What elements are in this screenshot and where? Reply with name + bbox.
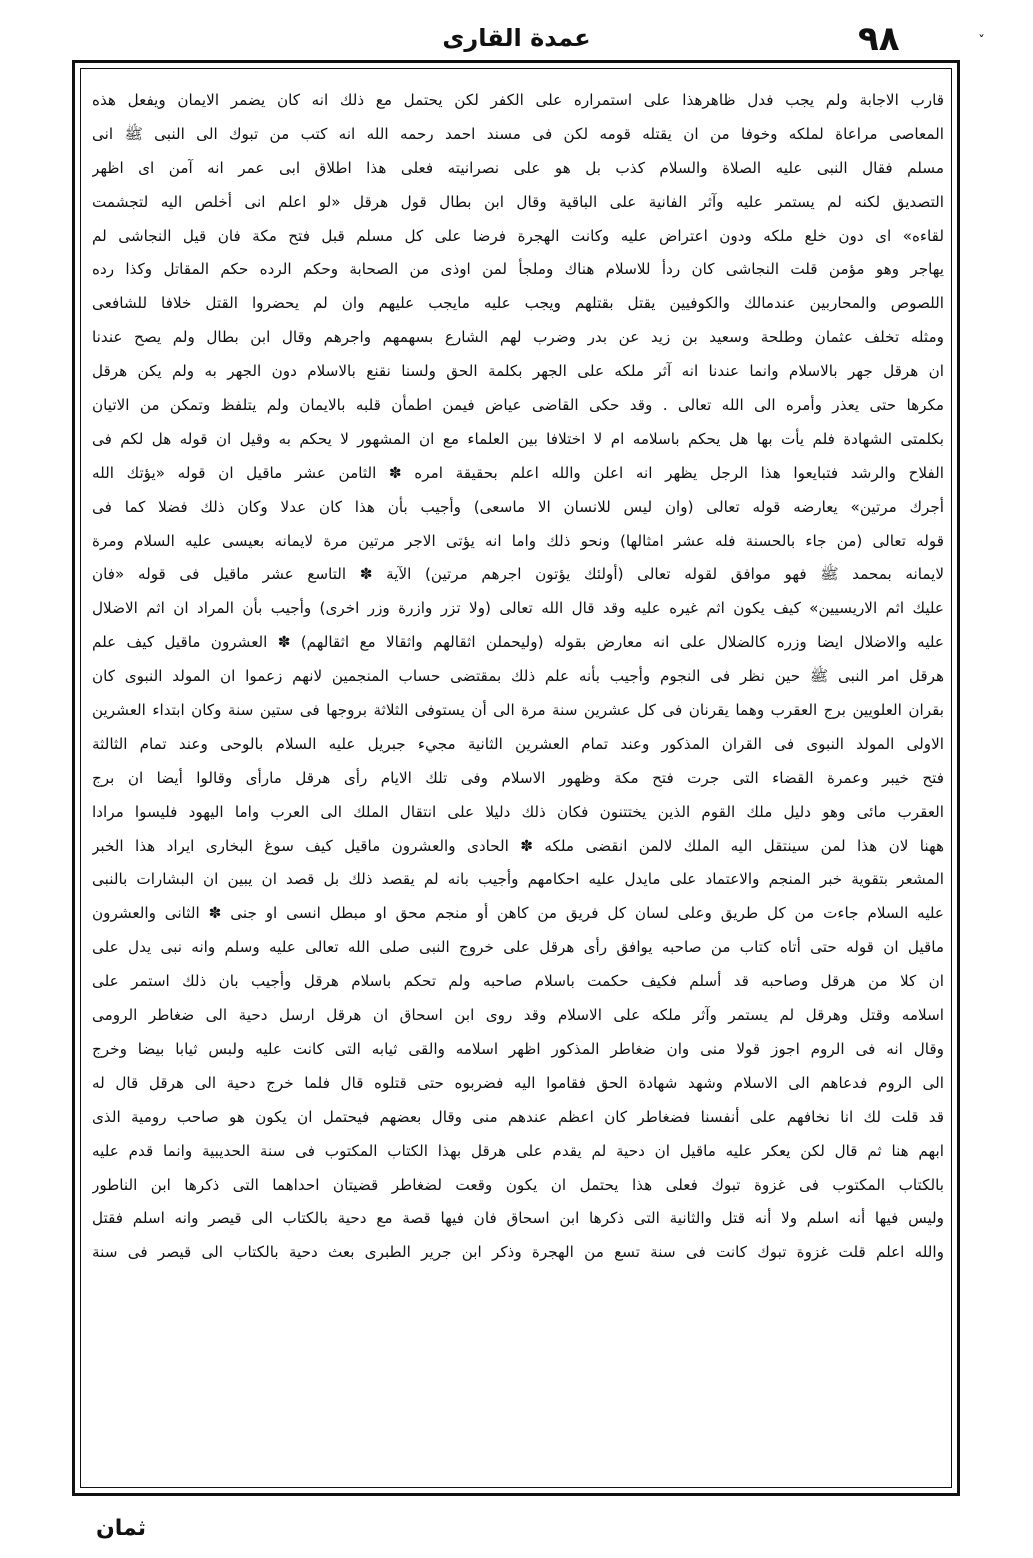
- main-text-body: [92, 84, 944, 1484]
- page-title: عمدة القاری: [442, 24, 591, 52]
- text-line: قارب الاجابة ولم يجب فدل ظاهرهذا على استمراره على الكفر لكن يحتمل مع ذلك انه كان يضمر الايمان ويفعل هذه: [92, 91, 944, 109]
- text-line: ماقيل ان قوله حتى أتاه كتاب من صاحبه يوافق رأى هرقل على خروج النبى صلى الله تعالى عليه وسلم وانه نبى يدل على: [92, 938, 944, 957]
- text-line: يهاجر وهو مؤمن قلت النجاشى كان ردأ للاسلام هناك وملجأ لمن اوذى من الصحابة وحكم الرده حكم المقاتل وكذا رده: [92, 260, 944, 279]
- text-line: قد قلت لك انا نخافهم على أنفسنا فضغاطر كان اعظم عندهم منى وقال بعضهم فيحتمل ان يكون هو صاحب رومية الذى: [92, 1107, 944, 1126]
- text-line: اللصوص والمحاربين عندمالك والكوفيين يقتل بقتلهم ويجب عليه مايجب عليهم وان لم يحضروا القتل خلافا للشافعى: [92, 294, 944, 313]
- text-line: وقال انه فى الروم اجوز قولا منى وان ضغاطر المذكور اظهر اسلامه والقى ثيابه التى كانت عليه ولبس ثيابا بيضا وخرج: [92, 1039, 944, 1058]
- text-line: العقرب مائى وهو دليل ملك القوم الذين يختتنون فكان ذلك دليلا على انتقال الملك الى العرب واما اليهود فليسوا مرادا: [92, 802, 944, 821]
- text-line: ان كلا من هرقل وصاحبه قد أسلم فكيف حكمت باسلام صاحبه ولم تحكم باسلام هرقل وأجيب بان ذلك استمر على: [92, 972, 944, 991]
- text-line: وليس فيها أنه اسلم ولا أنه قتل والثانية التى ذكرها ابن اسحاق فان فيها قصة مع دحية بالكتاب الى قيصر وانه اسلم فقتل: [92, 1209, 944, 1228]
- text-line: الى الروم فدعاهم الى الاسلام وشهد شهادة الحق فقاموا اليه فضربوه حتى قتلوه قال فلما خرج دحية الى هرقل قال له: [92, 1073, 944, 1092]
- catchword: ثمان: [96, 1516, 147, 1541]
- text-line: عليه والاضلال ايضا وزره كالضلال على انه معارض بقوله (وليحملن اثقالهم واثقالا مع اثقالهم) ✽ العشرون ماقيل كيف علم: [92, 633, 944, 652]
- text-line: ان هرقل جهر بالاسلام وانما عندنا انه آثر ملكه على الجهر بكلمة الحق ولسنا نقنع بالاسلام دون الجهر به ولم يكن هرقل: [92, 362, 944, 381]
- text-line: بالكتاب المكتوب فى غزوة تبوك فعلى هذا يحتمل ان يكون وقعت لضغاطر قضيتان احداهما التى ذكرها ابن الناطور: [92, 1175, 944, 1194]
- text-line: لقاءه» اى دون خلع ملكه ودون اعتراض عليه وكانت الهجرة فرضا على كل مسلم قبل فتح مكة فان قيل النجاشى لم: [92, 226, 944, 245]
- text-line: لايمانه بمحمد ﷺ فهو موافق لقوله تعالى (أولئك يؤتون اجرهم مرتين) الآية ✽ التاسع عشر ماقيل فى قوله «فان: [92, 565, 944, 584]
- text-line: ومثله تخلف عثمان وطلحة وسعيد بن زيد عن بدر وضرب لهم الشارع بسهمهم واجرهم وقال ابن بطال ولم يصح عندنا: [92, 328, 944, 347]
- text-line: الاولى المولد النبوى فى القران المذكور وعند تمام العشرين الثانية مجيء جبريل عليه السلام بالوحى وعند تمام الثالثة: [92, 734, 944, 753]
- text-line: مكرها حتى يعذر وأمره الى الله تعالى . وقد حكى القاضى عياض فيمن اطمأن قلبه بالايمان ولم يتلفظ وتمكن من الاتيان: [92, 396, 944, 415]
- text-line: ابهم هنا ثم قال لكن يعكر عليه ماقيل ان دحية لم يقدم على هرقل بهذا الكتاب المكتوب فى سنة الحديبية وانما قدم عليه: [92, 1141, 944, 1160]
- text-line: عليه السلام جاءت من كل طريق وعلى لسان كل فريق من كاهن أو منجم محق او مبطل انسى او جنى ✽ الثانى والعشرون: [92, 904, 944, 923]
- text-line: ههنا لان هذا لمن سينتقل اليه الملك لالمن انقضى ملكه ✽ الحادى والعشرون ماقيل كيف سوغ البخارى ايراد هذا الخبر: [92, 836, 944, 855]
- text-line: والله اعلم قلت غزوة تبوك كانت فى سنة تسع من الهجرة وذكر ابن جرير الطبرى بعث دحية بالكتاب الى قيصر فى سنة: [92, 1243, 944, 1262]
- text-line: بقران العلويين برج العقرب وهما يقرنان فى كل عشرين سنة مرة الى أن يستوفى الثلاثة بروجها فى ستين سنة وكان ابتداء العشرين: [92, 701, 944, 720]
- text-line: المعاصى مراعاة لملكه وخوفا من ان يقتله قومه لكن فى مسند احمد رحمه الله انه كتب من تبوك الى النبى ﷺ انى: [92, 124, 944, 143]
- text-line: هرقل امر النبى ﷺ حين نظر فى النجوم وأجيب بأنه علم ذلك بمقتضى حساب المنجمين لانهم زعموا ان المولد النبوى كان: [92, 667, 944, 686]
- page-number: ٩٨: [858, 19, 900, 59]
- text-line: اسلامه وقتل وهرقل لم يستمر وآثر ملكه على الاسلام وقد روى ابن اسحاق ان هرقل ارسل دحية الى ضغاطر الرومى: [92, 1006, 944, 1025]
- text-line: الفلاح والرشد فتبايعوا هذا الرجل يظهر انه اعلن والله اعلم بحقيقة امره ✽ الثامن عشر ماقيل ان قوله «يؤتك الله: [92, 463, 944, 482]
- text-line: أجرك مرتين» يعارضه قوله تعالى (وان ليس للانسان الا ماسعى) وأجيب بأن هذا كان عدلا وكان ذلك فضلا كما فى: [92, 497, 944, 516]
- text-line: عليك اثم الاريسيين» كيف يكون اثم غيره عليه وقد قال الله تعالى (ولا تزر وازرة وزر اخرى) وأجيب بأن المراد ان اثم الاضلال: [92, 599, 944, 618]
- text-line: بكلمتى الشهادة فلم يأت بها هل يحكم باسلامه ام لا اختلافا بين العلماء مع ان المشهور لا يحكم به وقيل ان قوله هل لكم فى: [92, 429, 944, 448]
- text-line: فتح خيبر وعمرة القضاء التى جرت فتح مكة وظهور الاسلام وفى تلك الايام رأى هرقل مارأى وقالوا أيضا ان برج: [92, 768, 944, 787]
- text-line: التصديق لكنه لم يستمر عليه وآثر الفانية على الباقية وقال ابن بطال قول هرقل «لو اعلم انى أخلص اليه لتجشمت: [92, 192, 944, 211]
- text-line: مسلم فقال النبى عليه الصلاة والسلام كذب بل هو على نصرانيته فعلى هذا اطلاق ابى عمر انه آمن اى اظهر: [92, 158, 944, 177]
- text-line: قوله تعالى (من جاء بالحسنة فله عشر امثالها) ونحو ذلك واما انه يؤتى الاجر مرتين مرة لايمانه بعيسى عليه السلام ومرة: [92, 531, 944, 550]
- corner-mark: ˇ: [978, 34, 985, 50]
- text-line: المشعر بتقوية خبر المنجم والاعتماد على مايدل عليه احكامهم وأجيب بانه لم يقصد ذلك بل قصد ان يبين ان البشارات بالنبى: [92, 870, 944, 889]
